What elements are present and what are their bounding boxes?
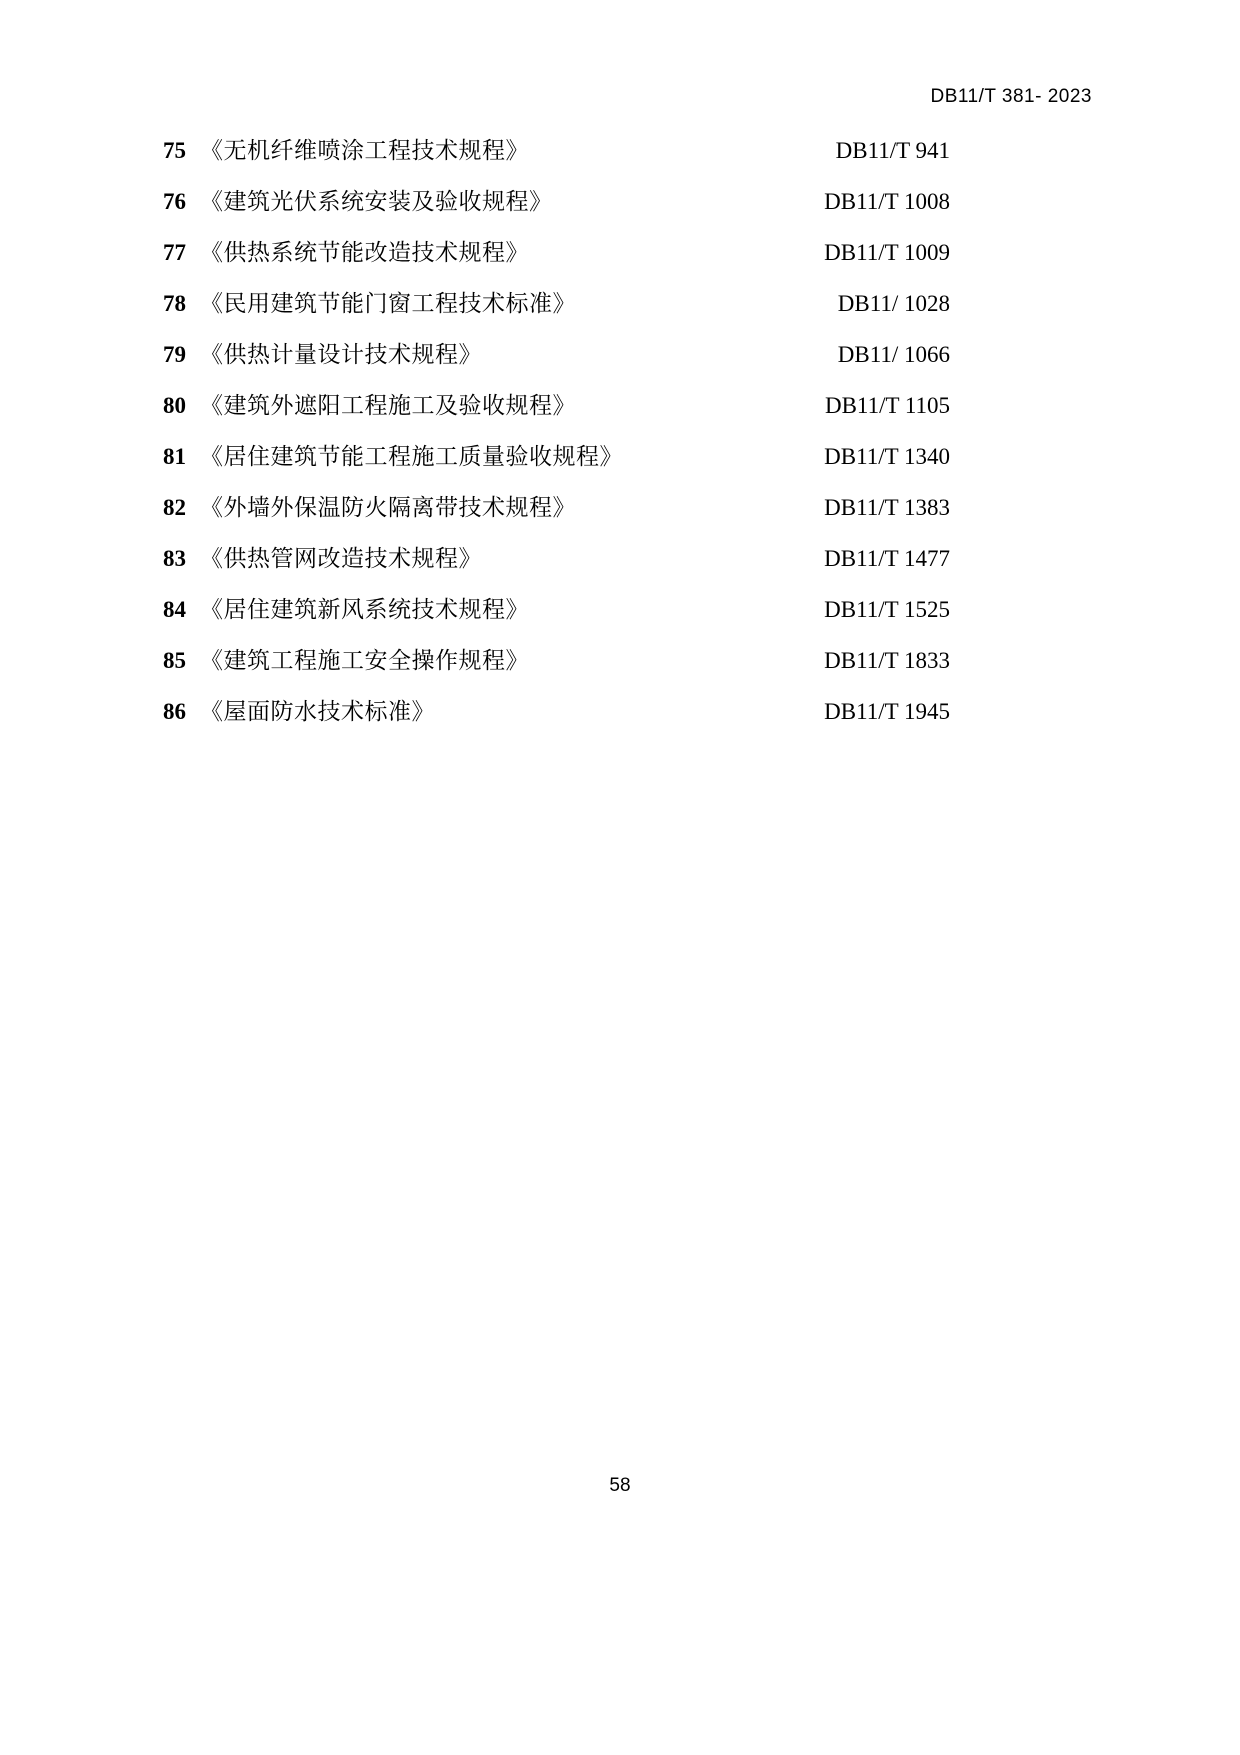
list-item-number: 81: [163, 444, 186, 469]
list-item-code: DB11/T 1833: [824, 648, 950, 673]
list-item-code: DB11/T 1945: [824, 699, 950, 724]
list-item: [140, 285, 950, 336]
list-item: [140, 642, 950, 693]
list-item-code: DB11/T 1105: [824, 393, 950, 418]
list-item: [140, 387, 950, 438]
list-item-number: 75: [163, 138, 186, 163]
list-item: [140, 540, 950, 591]
list-item-number: 84: [163, 597, 186, 622]
list-item-code: DB11/T 1008: [824, 189, 950, 214]
list-item-title: 《居住建筑新风系统技术规程》: [200, 597, 529, 623]
list-item-title: 《居住建筑节能工程施工质量验收规程》: [200, 444, 623, 470]
list-item-title: 《外墙外保温防火隔离带技术规程》: [200, 495, 576, 521]
list-item-title: 《建筑工程施工安全操作规程》: [200, 648, 529, 674]
list-item-code: DB11/T 1009: [824, 240, 950, 265]
list-item-code: DB11/ 1028: [837, 291, 950, 316]
list-item: [140, 438, 950, 489]
list-item: [140, 693, 950, 744]
list-item-code: DB11/T 1525: [824, 597, 950, 622]
list-item: [140, 489, 950, 540]
list-item-code: DB11/ 1066: [837, 342, 950, 367]
list-item-title: 《建筑光伏系统安装及验收规程》: [200, 189, 553, 215]
list-item-code: DB11/T 941: [835, 138, 950, 163]
list-item: [140, 336, 950, 387]
list-item-code: DB11/T 1340: [824, 444, 950, 469]
list-item-number: 78: [163, 291, 186, 316]
list-item-title: 《民用建筑节能门窗工程技术标准》: [200, 291, 576, 317]
list-item-number: 79: [163, 342, 186, 367]
list-item-title: 《屋面防水技术标准》: [200, 699, 435, 725]
list-item-number: 80: [163, 393, 186, 418]
list-item-number: 83: [163, 546, 186, 571]
list-item-number: 76: [163, 189, 186, 214]
list-item-title: 《无机纤维喷涂工程技术规程》: [200, 138, 529, 164]
list-item: [140, 234, 950, 285]
page-number: 58: [609, 1475, 631, 1496]
list-item: [140, 132, 950, 183]
list-item-number: 86: [163, 699, 186, 724]
list-item-code: DB11/T 1477: [824, 546, 950, 571]
list-item-title: 《供热计量设计技术规程》: [200, 342, 482, 368]
list-item-code: DB11/T 1383: [824, 495, 950, 520]
standards-reference-list: [140, 132, 950, 744]
list-item-number: 77: [163, 240, 186, 265]
list-item-number: 85: [163, 648, 186, 673]
list-item-title: 《建筑外遮阳工程施工及验收规程》: [200, 393, 576, 419]
list-item-title: 《供热管网改造技术规程》: [200, 546, 482, 572]
page-header-standard-code: DB11/T 381- 2023: [930, 86, 1092, 107]
list-item-title: 《供热系统节能改造技术规程》: [200, 240, 529, 266]
list-item: [140, 183, 950, 234]
list-item-number: 82: [163, 495, 186, 520]
list-item: [140, 591, 950, 642]
